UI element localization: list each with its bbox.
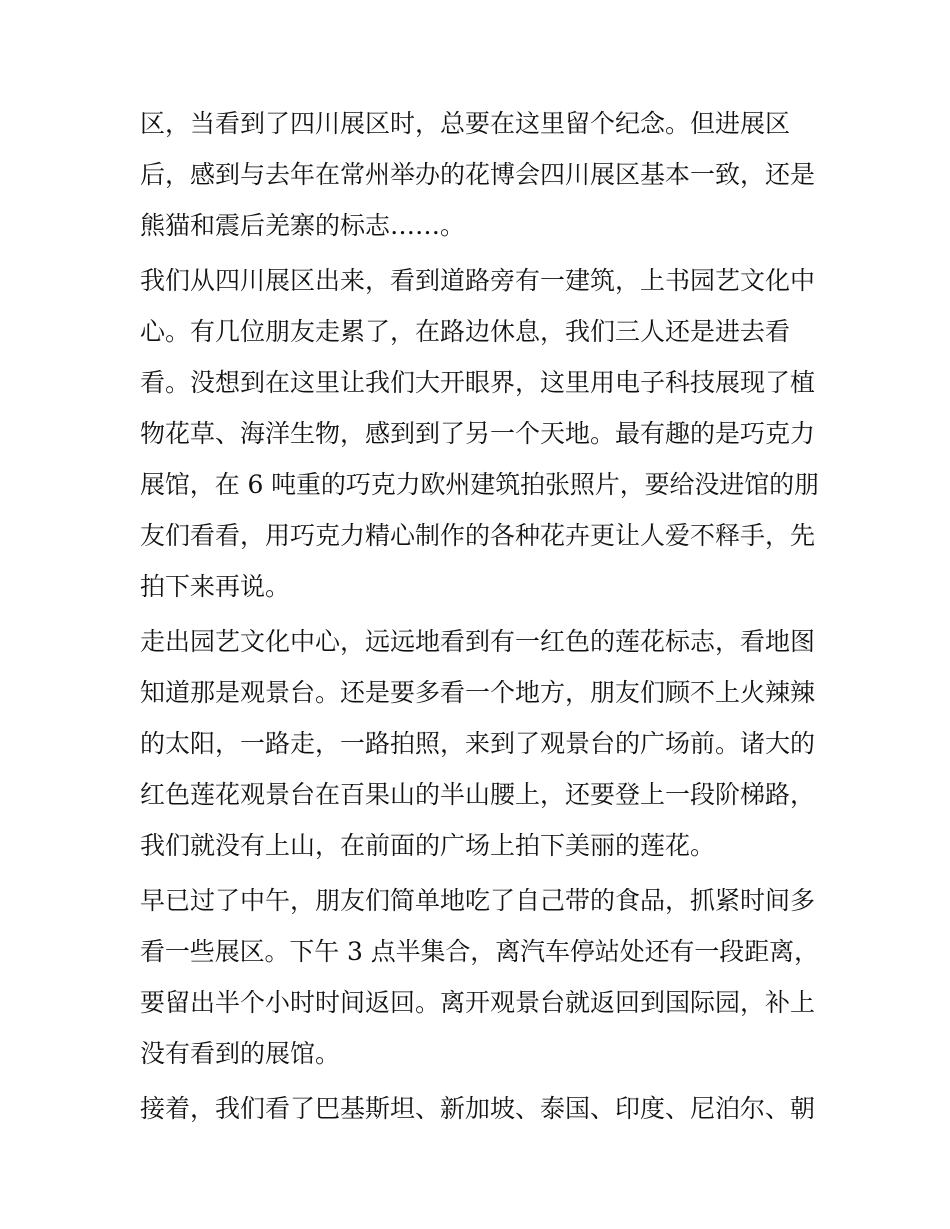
text-line: 区，当看到了四川展区时，总要在这里留个纪念。但进展区 [140, 109, 791, 138]
text-line: 看一些展区。下午 3 点半集合，离汽车停站处还有一段距离， [140, 937, 819, 966]
text-line: 走出园艺文化中心，远远地看到有一红色的莲花标志，看地图 [140, 627, 816, 656]
text-line: 看。没想到在这里让我们大开眼界，这里用电子科技展现了植 [140, 368, 816, 397]
text-line: 友们看看，用巧克力精心制作的各种花卉更让人爱不释手，先 [140, 521, 816, 550]
text-line: 要留出半个小时时间返回。离开观景台就返回到国际园，补上 [140, 988, 816, 1017]
text-line: 我们就没有上山，在前面的广场上拍下美丽的莲花。 [140, 831, 716, 860]
text-line: 接着，我们看了巴基斯坦、新加坡、泰国、印度、尼泊尔、朝 [140, 1094, 816, 1123]
text-line: 早已过了中午，朋友们简单地吃了自己带的食品，抓紧时间多 [140, 886, 816, 915]
text-line: 熊猫和震后羌寨的标志……。 [140, 211, 466, 240]
text-line: 后，感到与去年在常州举办的花博会四川展区基本一致，还是 [140, 160, 816, 189]
text-line: 我们从四川展区出来，看到道路旁有一建筑，上书园艺文化中 [140, 266, 816, 295]
text-line: 没有看到的展馆。 [140, 1039, 341, 1068]
text-line: 拍下来再说。 [140, 572, 291, 601]
text-line: 的太阳，一路走，一路拍照，来到了观景台的广场前。诸大的 [140, 729, 816, 758]
text-line: 物花草、海洋生物，感到到了另一个天地。最有趣的是巧克力 [140, 419, 816, 448]
text-line: 知道那是观景台。还是要多看一个地方，朋友们顾不上火辣辣 [140, 678, 816, 707]
text-line: 展馆，在 6 吨重的巧克力欧州建筑拍张照片，要给没进馆的朋 [140, 470, 819, 499]
text-line: 红色莲花观景台在百果山的半山腰上，还要登上一段阶梯路， [140, 780, 816, 809]
text-line: 心。有几位朋友走累了，在路边休息，我们三人还是进去看 [140, 317, 791, 346]
